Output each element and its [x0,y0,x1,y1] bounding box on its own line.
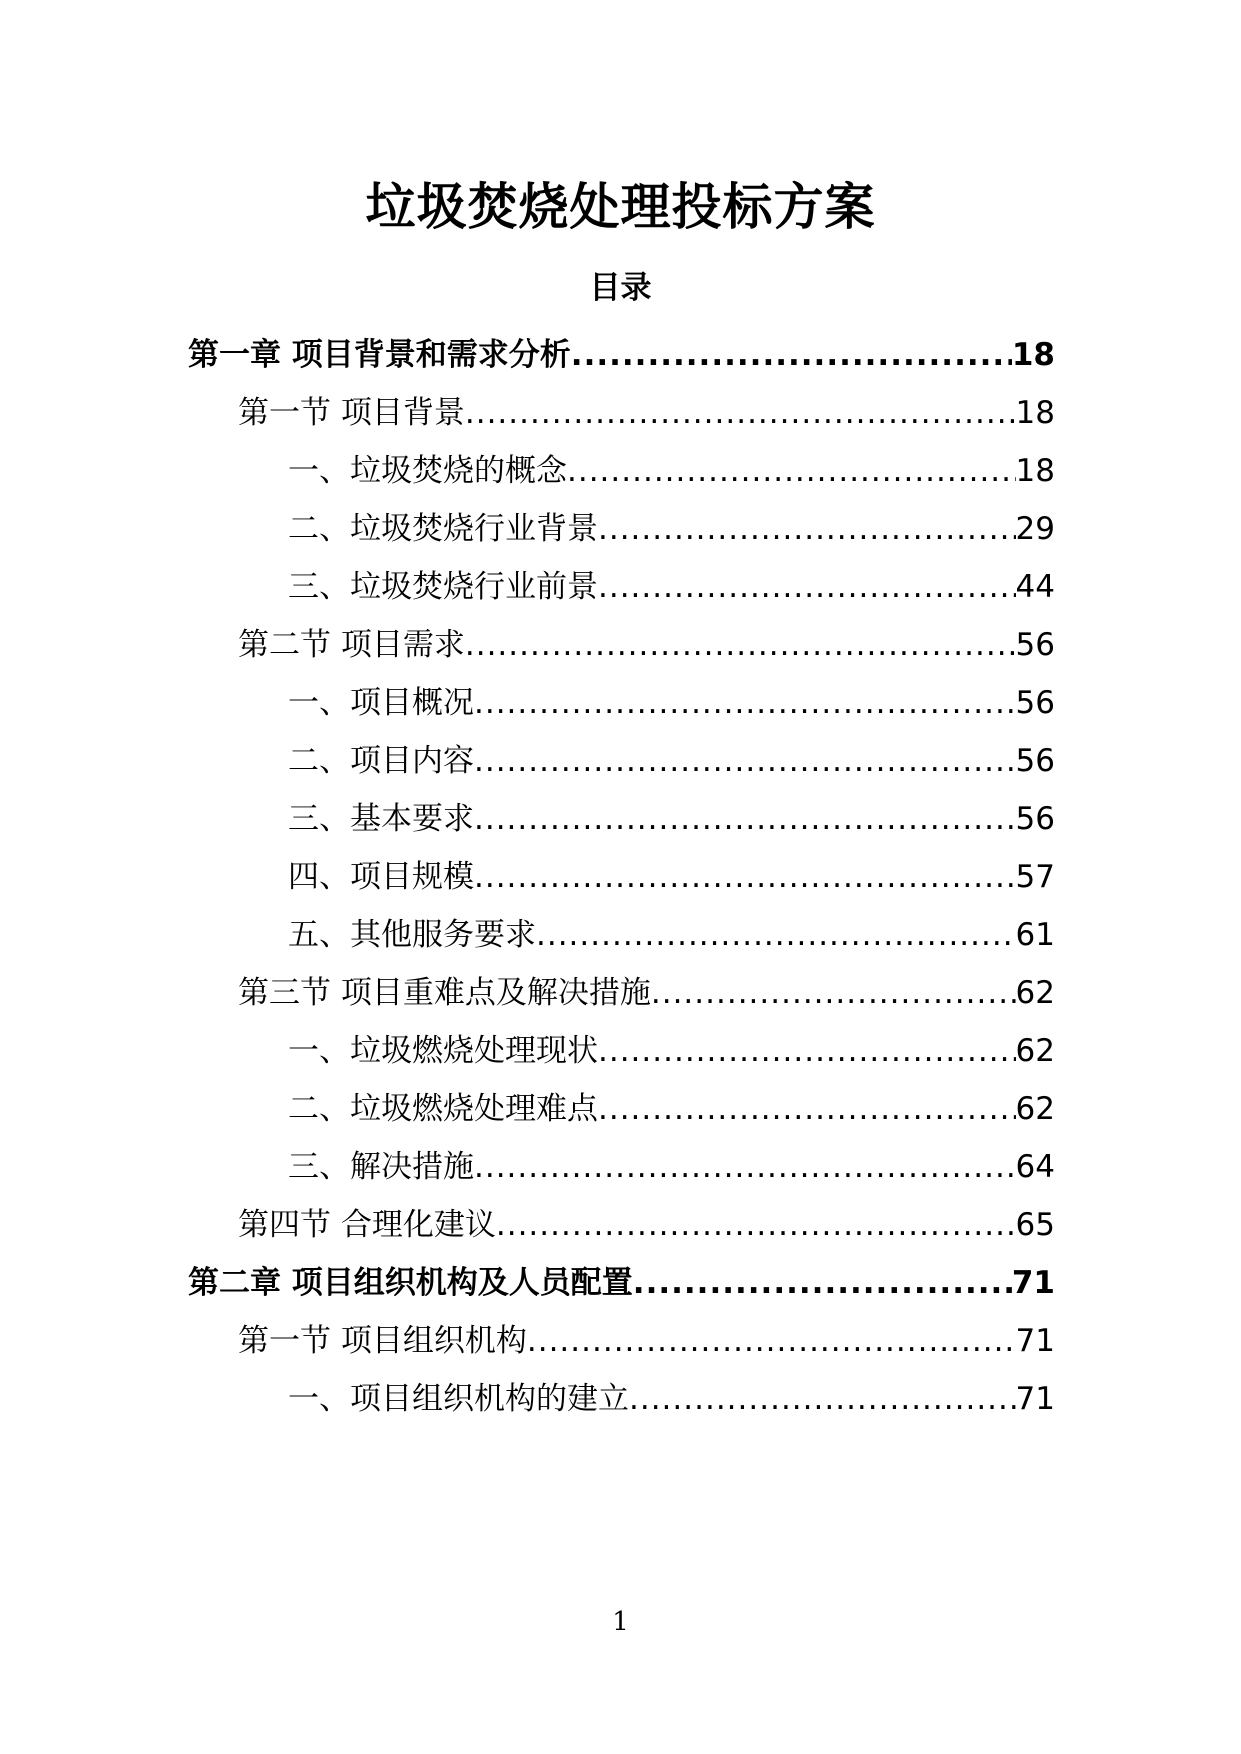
toc-entry-section[interactable] [238,388,1055,438]
toc-dot-leader [598,562,1016,612]
toc-entry-page: 57 [1015,859,1055,895]
toc-dot-leader [474,852,1016,902]
toc-entry-subsection[interactable] [288,446,1055,496]
toc-entry-text: 第一节 项目组织机构 [238,1323,527,1359]
toc-heading: 目录 [589,270,652,306]
toc-entry-page: 62 [1015,975,1055,1011]
toc-dot-leader [536,910,1016,960]
toc-entry-subsection[interactable] [288,910,1055,960]
toc-entry-subsection[interactable] [288,1374,1055,1424]
toc-dot-leader [527,1316,1016,1366]
toc-dot-leader [633,1258,1012,1308]
toc-entry-page: 56 [1015,685,1055,721]
document-title: 垃圾焚烧处理投标方案 [365,178,876,236]
toc-entry-page: 62 [1015,1033,1055,1069]
toc-entry-page: 64 [1015,1149,1055,1185]
toc-entry-text: 第三节 项目重难点及解决措施 [238,975,651,1011]
toc-dot-leader [465,388,1016,438]
toc-dot-leader [629,1374,1016,1424]
toc-entry-text: 第一节 项目背景 [238,395,465,431]
toc-entry-page: 71 [1015,1381,1055,1417]
toc-entry-subsection[interactable] [288,852,1055,902]
toc-entry-page: 61 [1015,917,1055,953]
toc-entry-subsection[interactable] [288,794,1055,844]
toc-entry-page: 18 [1011,337,1055,373]
toc-entry-section[interactable] [238,620,1055,670]
toc-entry-text: 二、项目内容 [288,743,474,779]
toc-entry-page: 56 [1015,627,1055,663]
toc-entry-page: 44 [1015,569,1055,605]
toc-entry-text: 三、解决措施 [288,1149,474,1185]
toc-entry-page: 71 [1011,1265,1055,1301]
toc-entry-text: 第二章 项目组织机构及人员配置 [188,1265,633,1301]
toc-entry-subsection[interactable] [288,678,1055,728]
page-number: 1 [612,1607,629,1637]
toc-entry-text: 四、项目规模 [288,859,474,895]
toc-entry-text: 二、垃圾燃烧处理难点 [288,1091,598,1127]
toc-entry-subsection[interactable] [288,736,1055,786]
toc-entry-section[interactable] [238,1200,1055,1250]
toc-entry-text: 第一章 项目背景和需求分析 [188,337,571,373]
toc-entry-text: 一、项目组织机构的建立 [288,1381,629,1417]
toc-entry-chapter[interactable] [188,1258,1055,1308]
toc-entry-page: 29 [1015,511,1055,547]
toc-entry-text: 三、垃圾焚烧行业前景 [288,569,598,605]
toc-dot-leader [496,1200,1016,1250]
toc-entry-text: 一、项目概况 [288,685,474,721]
toc-entry-section[interactable] [238,968,1055,1018]
toc-entry-section[interactable] [238,1316,1055,1366]
toc-entry-subsection[interactable] [288,562,1055,612]
toc-dot-leader [598,1084,1016,1134]
toc-dot-leader [567,446,1016,496]
toc-entry-text: 第四节 合理化建议 [238,1207,496,1243]
toc-dot-leader [474,736,1016,786]
toc-entry-page: 56 [1015,743,1055,779]
toc-dot-leader [598,504,1016,554]
toc-entry-page: 71 [1015,1323,1055,1359]
toc-entry-text: 一、垃圾焚烧的概念 [288,453,567,489]
toc-entry-subsection[interactable] [288,504,1055,554]
toc-dot-leader [651,968,1016,1018]
toc-dot-leader [474,1142,1016,1192]
toc-dot-leader [474,794,1016,844]
toc-dot-leader [571,330,1012,380]
toc-dot-leader [598,1026,1016,1076]
toc-entry-page: 18 [1015,453,1055,489]
toc-entry-text: 三、基本要求 [288,801,474,837]
toc-dot-leader [465,620,1016,670]
toc-entry-subsection[interactable] [288,1026,1055,1076]
toc-entry-text: 一、垃圾燃烧处理现状 [288,1033,598,1069]
toc-entry-page: 62 [1015,1091,1055,1127]
toc-entry-text: 第二节 项目需求 [238,627,465,663]
toc-entry-page: 65 [1015,1207,1055,1243]
toc-entry-text: 二、垃圾焚烧行业背景 [288,511,598,547]
toc-entry-page: 18 [1015,395,1055,431]
toc-entry-subsection[interactable] [288,1142,1055,1192]
toc-entry-subsection[interactable] [288,1084,1055,1134]
toc-dot-leader [474,678,1016,728]
toc-entry-chapter[interactable] [188,330,1055,380]
toc-entry-page: 56 [1015,801,1055,837]
toc-entry-text: 五、其他服务要求 [288,917,536,953]
